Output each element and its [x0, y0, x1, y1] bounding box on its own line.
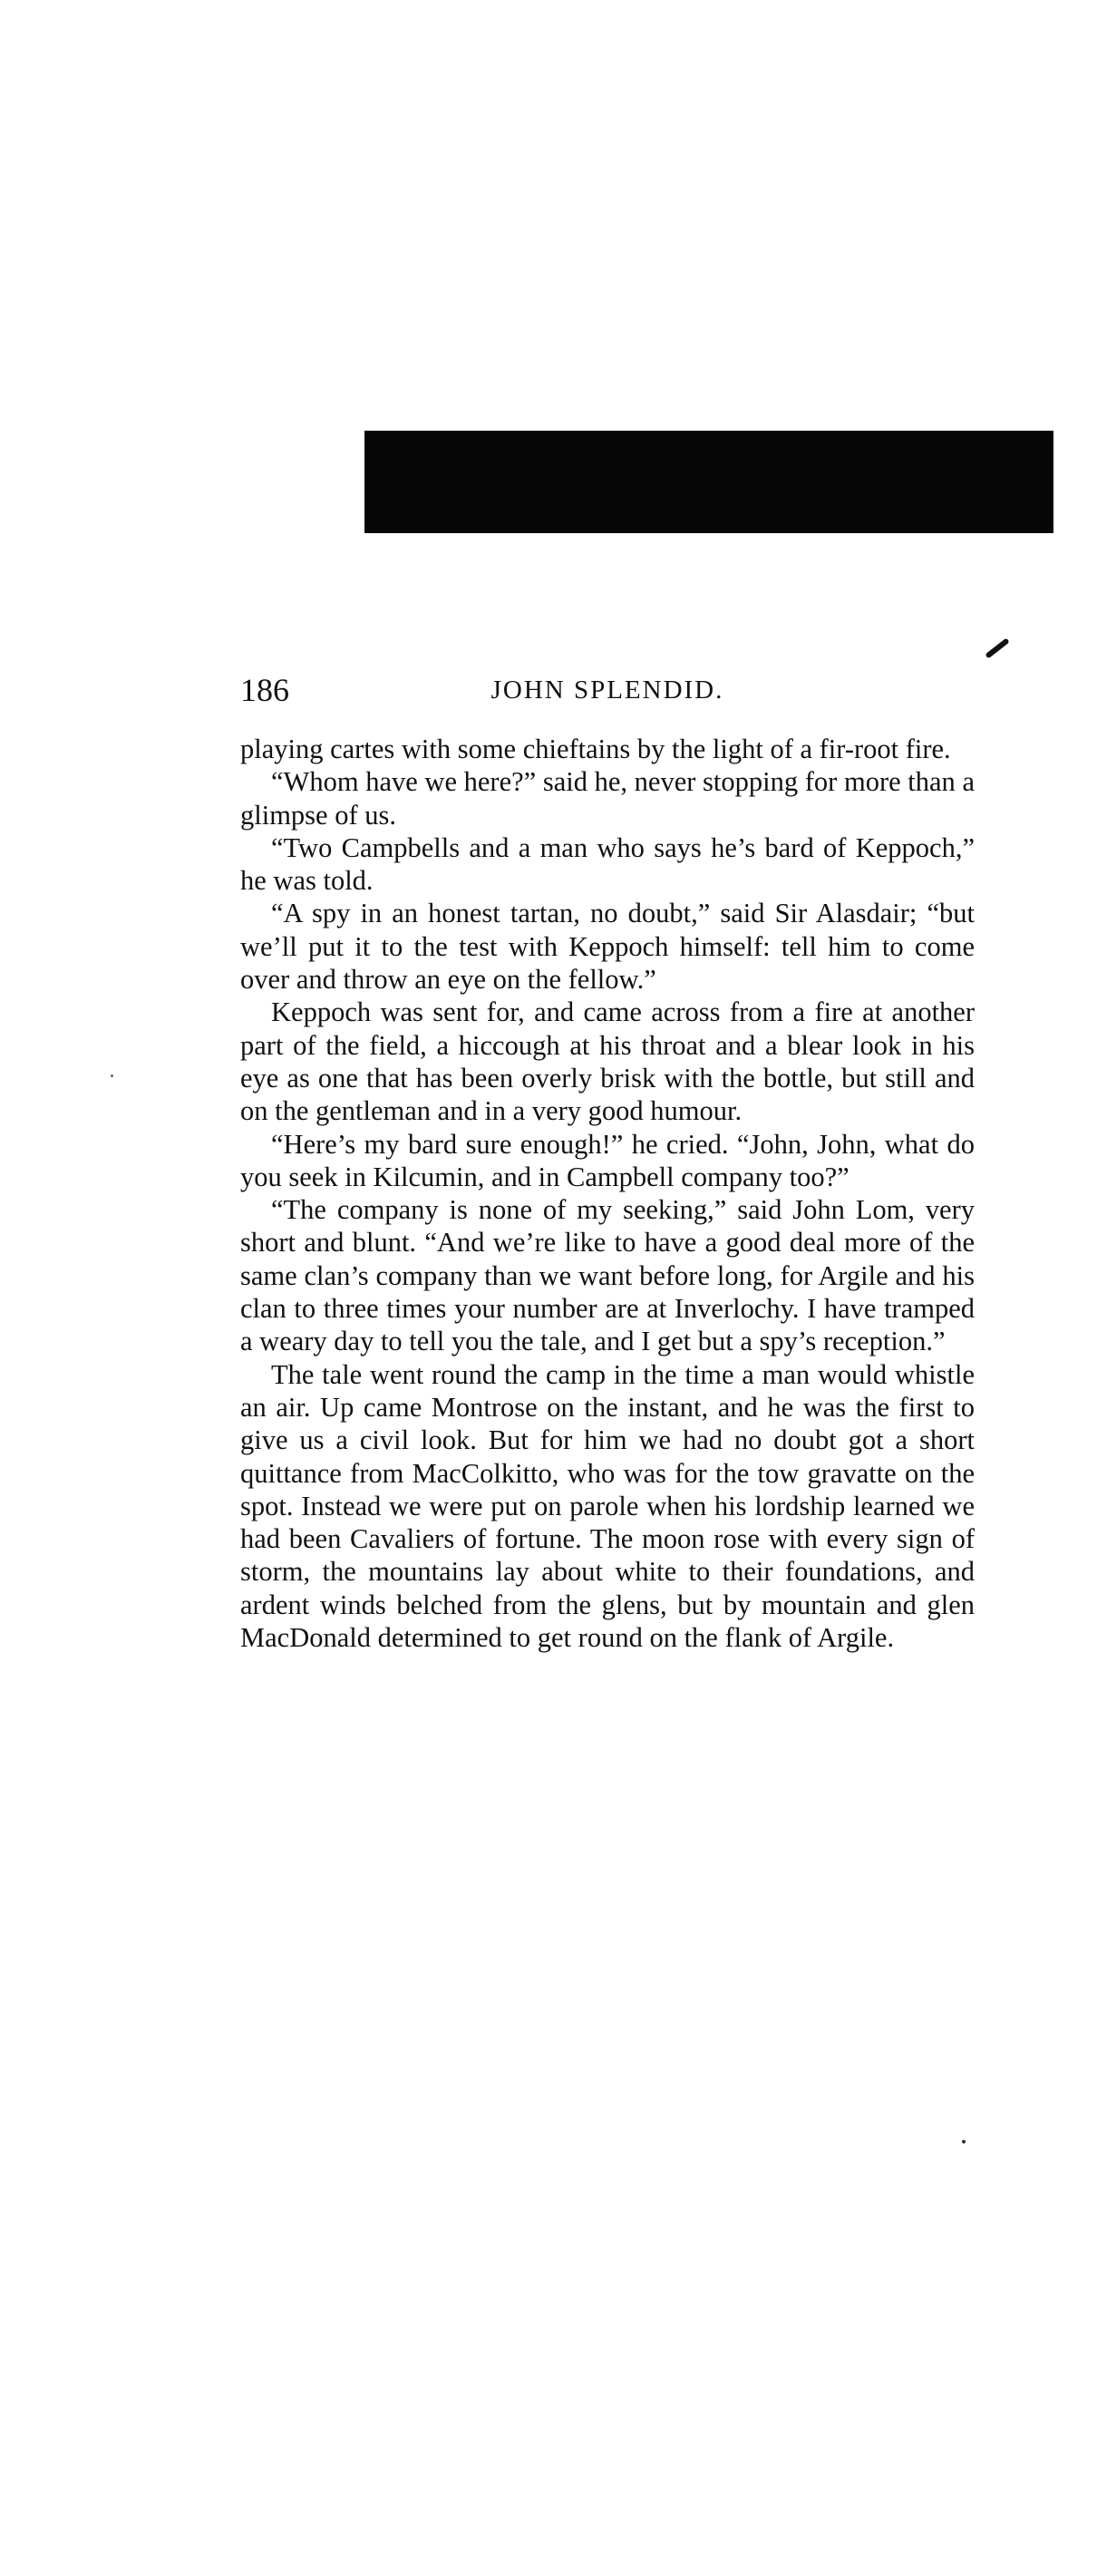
paragraph: Keppoch was sent for, and came across from a fire at another part of the field, a hiccough at his throat and a blear look in his eye as one that has been overly brisk with the bottle, but still and on the gentleman and in a very good humour. [240, 996, 975, 1127]
page-header [240, 666, 975, 714]
page-number: 186 [240, 672, 289, 708]
running-title: JOHN SPLENDID. [490, 676, 724, 705]
paragraph: “Whom have we here?” said he, never stopping for more than a glimpse of us. [240, 766, 975, 831]
body-text [240, 733, 975, 1654]
pen-mark [985, 637, 1009, 658]
paragraph: The tale went round the camp in the time a man would whistle an air. Up came Montrose on the instant, and he was the first to give us a civil look. But for him we had no doubt got a short quittance from MacColkitto, who was for the tow gravatte on the spot. Instead we were put on parole when his lordship learned we had been Cavaliers of fortune. The moon rose with every sign of storm, the mountains lay about white to their foundations, and ardent winds belched from the glens, but by mountain and glen MacDonald determined to get round on the flank of Argile. [240, 1358, 975, 1654]
speck-mark [111, 1074, 113, 1077]
paragraph: “The company is none of my seeking,” said John Lom, very short and blunt. “And we’re like to have a good deal more of the same clan’s company than we want before long, for Argile and his clan to three times your number are at Inverlochy. I have tramped a weary day to tell you the tale, and I get but a spy’s reception.” [240, 1194, 975, 1357]
redaction-bar [364, 431, 1053, 533]
paragraph: “Two Campbells and a man who says he’s bard of Keppoch,” he was told. [240, 831, 975, 897]
speck-mark [962, 2140, 966, 2143]
paragraph: “A spy in an honest tartan, no doubt,” said Sir Alasdair; “but we’ll put it to the test with Keppoch himself: tell him to come over and throw an eye on the fellow.” [240, 898, 975, 996]
paragraph: “Here’s my bard sure enough!” he cried. “John, John, what do you seek in Kilcumin, and in Campbell company too?” [240, 1128, 975, 1192]
paragraph: playing cartes with some chieftains by the light of a fir-root fire. [240, 734, 951, 764]
